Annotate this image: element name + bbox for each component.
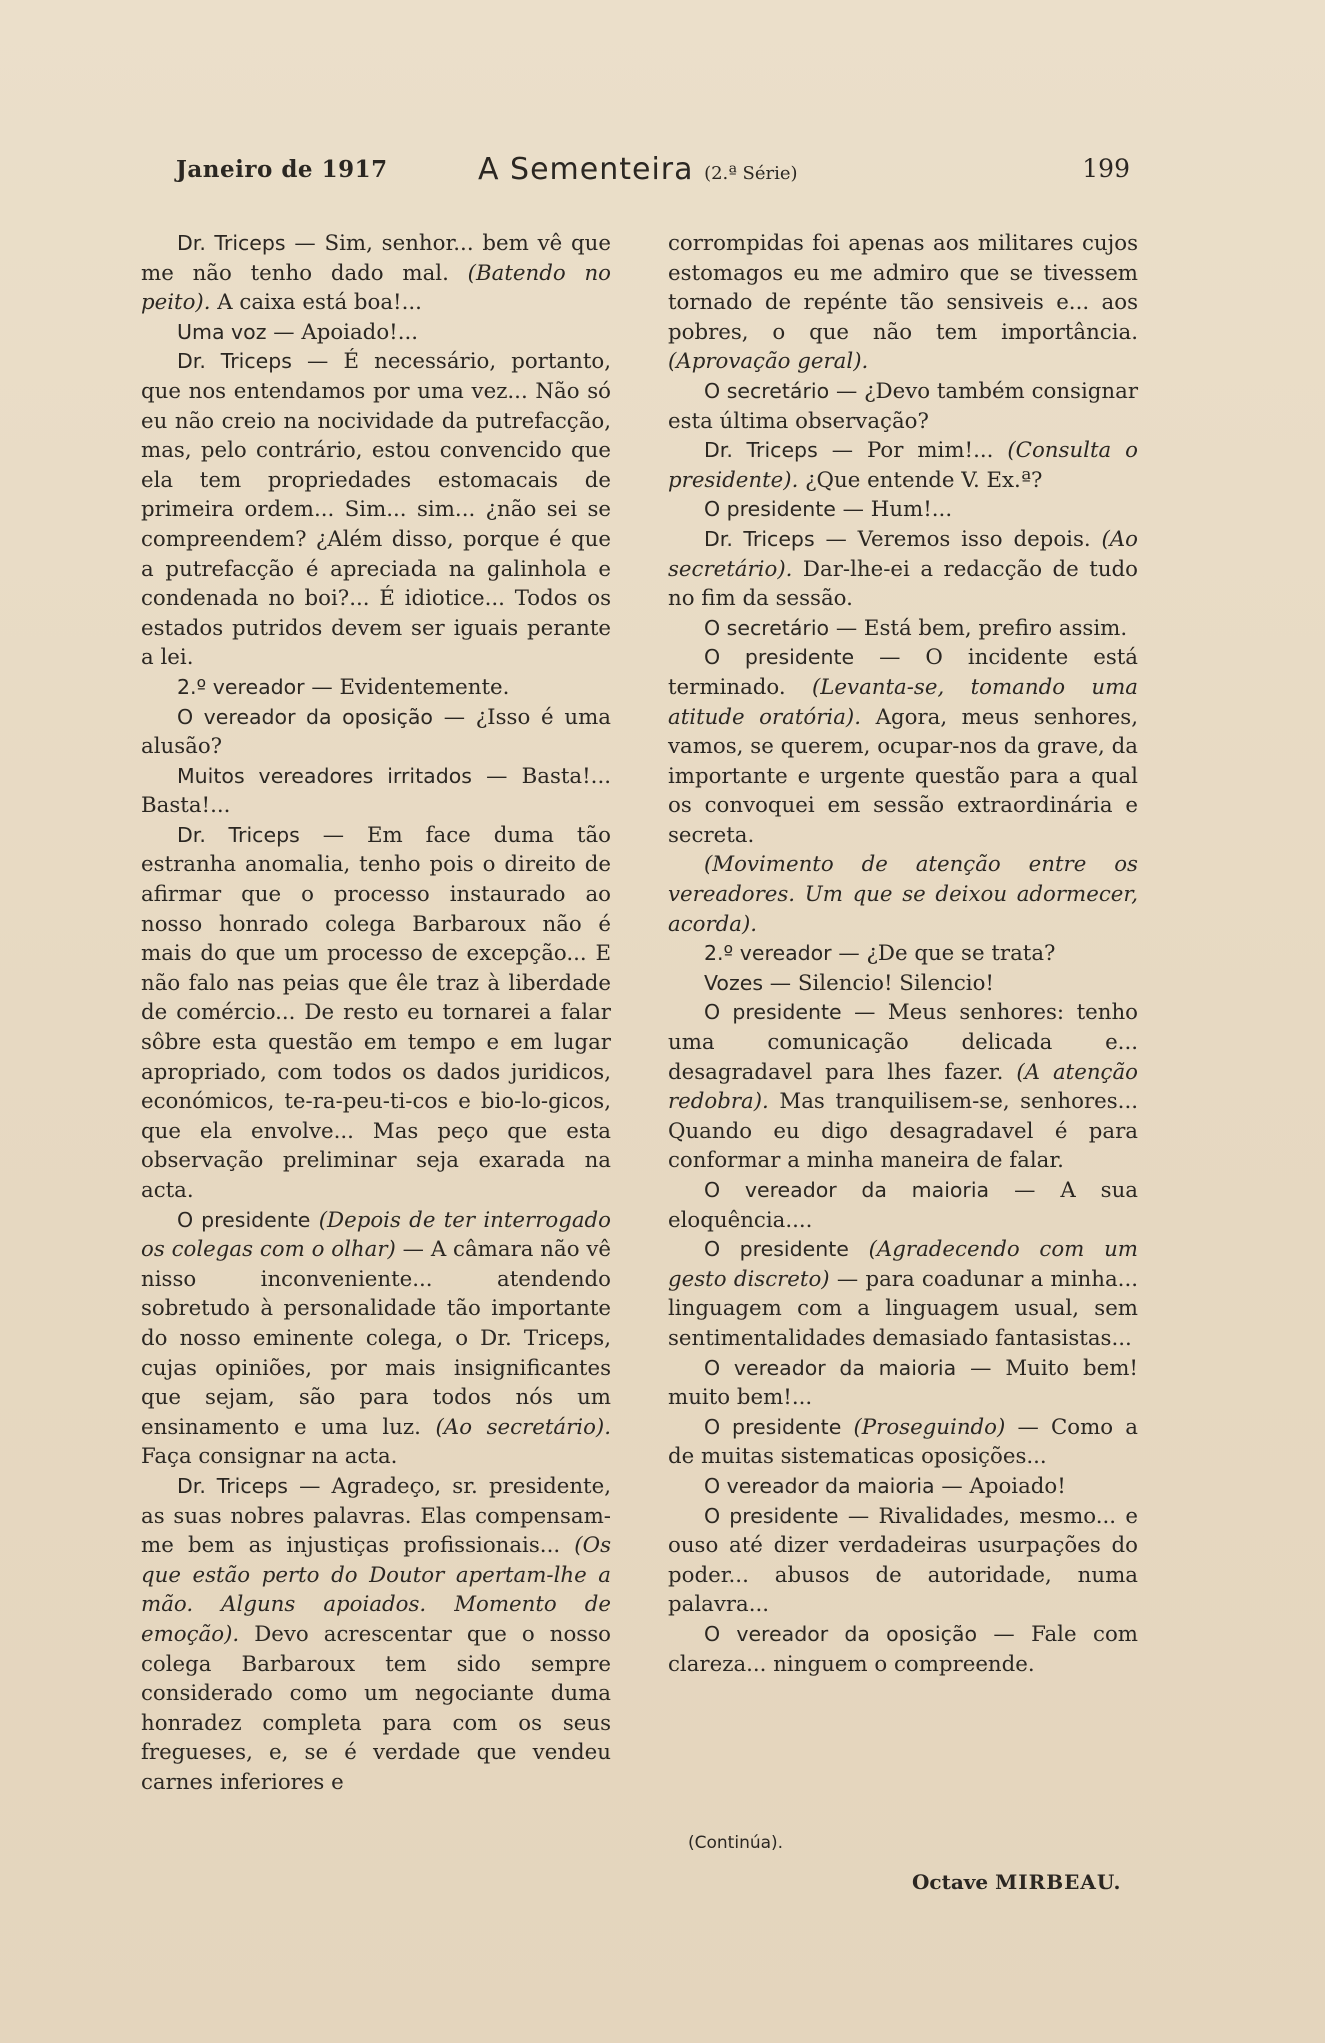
- dialogue-paragraph: [668, 1620, 1138, 1679]
- speaker-separator: —: [432, 704, 476, 730]
- dialogue-paragraph: [141, 347, 611, 673]
- speaker-separator: —: [829, 1266, 866, 1292]
- speaker-name: O secretário: [704, 378, 830, 403]
- speaker-name: Dr. Triceps: [177, 822, 300, 847]
- speaker-separator: —: [299, 822, 367, 848]
- dialogue-paragraph: [668, 939, 1138, 969]
- author-signature: [912, 1870, 1121, 1894]
- dialogue-paragraph: [141, 673, 611, 703]
- dialogue-paragraph: [668, 1413, 1138, 1472]
- speech-text: ¿Isso é uma alusão?: [141, 704, 611, 760]
- speaker-name: O vereador da maioria: [704, 1355, 957, 1380]
- speaker-separator: —: [285, 231, 325, 256]
- author-first-name: Octave: [912, 1870, 989, 1894]
- speaker-separator: [310, 1208, 318, 1233]
- dialogue-paragraph: [668, 495, 1138, 525]
- speaker-separator: —: [266, 319, 302, 345]
- speaker-separator: —: [814, 526, 858, 552]
- header-date: Janeiro de 1917: [176, 156, 388, 183]
- speech-text: Basta!... Basta!...: [141, 763, 611, 819]
- journal-series: (2.ª Série): [704, 163, 798, 184]
- speech-text: A câmara não vê nisso inconveniente... atendendo sobretudo à personalidade tão importante do nosso eminente colega, o Dr. Triceps, cujas opiniões, por mais insignificantes que sejam, são para todos nós um ensinamento e uma luz.: [141, 1237, 611, 1440]
- dialogue-paragraph: [141, 1206, 611, 1472]
- speaker-name: 2.º vereador: [704, 941, 832, 966]
- speech-text: Silencio! Silencio!: [797, 970, 994, 996]
- left-column: [141, 229, 611, 1797]
- dialogue-paragraph: [668, 229, 1138, 377]
- stage-direction: (Os que estão perto do Doutor apertam-lhe a mão. Alguns apoiados. Momento de emoção).: [141, 1533, 611, 1647]
- speaker-name: O presidente: [704, 1237, 849, 1262]
- speaker-separator: —: [291, 349, 344, 375]
- speaker-separator: —: [829, 615, 864, 641]
- dialogue-paragraph: [668, 436, 1138, 495]
- speech-text: Está bem, prefiro assim.: [863, 615, 1128, 641]
- page-header: [170, 152, 1130, 192]
- journal-title: A Sementeira: [478, 152, 694, 187]
- dialogue-paragraph: [668, 377, 1138, 436]
- speech-text: Faça consignar na acta.: [141, 1444, 398, 1470]
- speech-text: Muito bem! muito bem!...: [668, 1355, 1138, 1411]
- speaker-name: O secretário: [704, 615, 830, 640]
- speech-text: para coadunar a minha... linguagem com a linguagem usual, sem sentimentalidades demasiado fantasistas...: [668, 1266, 1138, 1351]
- dialogue-paragraph: [668, 643, 1138, 850]
- speaker-name: O presidente: [704, 1000, 842, 1025]
- page-number: 199: [1082, 154, 1130, 183]
- dialogue-paragraph: [141, 821, 611, 1206]
- header-title-group: [478, 152, 798, 187]
- stage-direction: (Ao secretário).: [435, 1414, 611, 1440]
- speaker-name: O vereador da maioria: [704, 1473, 935, 1498]
- speech-text: Veremos isso depois.: [857, 526, 1102, 552]
- speech-text: O incidente está terminado.: [668, 645, 1139, 700]
- speaker-name: 2.º vereador: [177, 674, 305, 699]
- speaker-separator: —: [956, 1355, 1006, 1381]
- stage-direction: (Batendo no peito).: [141, 260, 611, 316]
- speaker-name: O presidente: [177, 1207, 311, 1232]
- dialogue-paragraph: [668, 850, 1138, 939]
- speaker-separator: —: [831, 941, 867, 967]
- speech-text: Hum!...: [870, 497, 953, 523]
- speech-text: Rivalidades, mesmo... e ouso até dizer verdadeiras usurpações do poder... abusos de autoridade, numa palavra...: [668, 1503, 1138, 1618]
- speaker-name: Dr. Triceps: [177, 1473, 288, 1498]
- speaker-separator: —: [989, 1178, 1061, 1203]
- speaker-separator: —: [934, 1473, 970, 1499]
- speech-text: Em face duma tão estranha anomalia, tenho pois o direito de afirmar que o processo instaurado ao nosso honrado colega Barbaroux não é mais do que um processo de excepção... E não falo nas peias que êle traz à liberdade de comércio... De resto eu tornarei a falar sôbre esta questão em tempo e em lugar apropriado, com todos os dados juridicos, económicos, te-ra-peu-ti-cos e bio-lo-gicos, que ela envolve... Mas peço que esta observação preliminar seja exarada na acta.: [141, 822, 611, 1203]
- speech-text: Por mim!...: [866, 438, 1008, 464]
- speaker-separator: —: [838, 1503, 879, 1529]
- speaker-separator: —: [287, 1473, 332, 1499]
- dialogue-paragraph: [668, 1354, 1138, 1413]
- stage-direction: (Movimento de atenção entre os vereadores. Um que se deixou adormecer, acorda).: [668, 852, 1138, 937]
- stage-direction: (A atenção redobra).: [668, 1059, 1138, 1115]
- stage-direction: (Proseguindo): [853, 1414, 1006, 1440]
- right-column: [668, 229, 1138, 1679]
- speech-text: Agora, meus senhores, vamos, se querem, ocupar-nos da grave, da importante e urgente questão para a qual os convoquei em sessão extraordinária e secreta.: [668, 704, 1138, 848]
- speaker-separator: —: [763, 970, 798, 996]
- stage-direction: (Levanta-se, tomando uma atitude oratória).: [668, 674, 1139, 730]
- speech-text: Meus senhores: tenho uma comunicação delicada e... desagradavel para lhes fazer.: [668, 1000, 1139, 1085]
- dialogue-paragraph: [668, 1176, 1138, 1235]
- speech-text: ¿Devo também consignar esta última observação?: [668, 378, 1139, 434]
- speaker-name: Dr. Triceps: [177, 349, 292, 374]
- dialogue-paragraph: [141, 762, 611, 821]
- speaker-name: Dr. Triceps: [704, 438, 818, 463]
- speaker-name: O vereador da oposição: [177, 704, 433, 729]
- dialogue-paragraph: [668, 1472, 1138, 1502]
- speaker-separator: —: [395, 1237, 431, 1263]
- author-surname: MIRBEAU.: [995, 1870, 1122, 1894]
- speaker-name: O presidente: [704, 645, 855, 670]
- speech-text: Devo acrescentar que o nosso colega Barbaroux tem sido sempre considerado como um negociante duma honradez completa para com os seus fregueses, e, se é verdade que vendeu carnes inferiores e: [141, 1621, 611, 1795]
- stage-direction: (Consulta o presidente).: [668, 438, 1138, 493]
- stage-direction: (Aprovação geral).: [668, 349, 869, 375]
- speech-text: Evidentemente.: [339, 674, 510, 700]
- speaker-name: Uma voz: [177, 319, 267, 344]
- dialogue-paragraph: [668, 998, 1138, 1176]
- speaker-name: O vereador da oposição: [704, 1621, 977, 1646]
- dialogue-paragraph: [668, 614, 1138, 644]
- dialogue-paragraph: [668, 1235, 1138, 1353]
- speech-text: Apoiado!: [969, 1473, 1066, 1499]
- dialogue-paragraph: [668, 969, 1138, 999]
- speaker-separator: —: [817, 438, 867, 464]
- speaker-separator: [849, 1237, 869, 1262]
- speaker-separator: —: [829, 378, 865, 404]
- speaker-separator: —: [841, 1000, 888, 1026]
- stage-direction: (Ao secretário).: [668, 526, 1138, 582]
- speaker-separator: —: [1005, 1414, 1051, 1440]
- speech-text: Apoiado!...: [301, 319, 419, 345]
- speaker-name: Dr. Triceps: [704, 526, 815, 551]
- speech-text: ¿Que entende V. Ex.ª?: [798, 467, 1043, 493]
- speaker-name: Dr. Triceps: [177, 231, 286, 255]
- speech-text: Dar-lhe-ei a redacção de tudo no fim da sessão.: [668, 556, 1138, 612]
- speech-text: ¿De que se trata?: [866, 941, 1056, 967]
- dialogue-paragraph: [668, 525, 1138, 614]
- speech-text: Agradeço, sr. presidente, as suas nobres palavras. Elas compensam-me bem as injustiças profissionais...: [141, 1473, 611, 1559]
- speech-text: Fale com clareza... ninguem o compreende.: [668, 1621, 1138, 1677]
- speaker-separator: —: [471, 763, 522, 789]
- speaker-name: Muitos vereadores irritados: [177, 763, 472, 788]
- continued-note: (Continúa).: [688, 1833, 784, 1853]
- speaker-separator: —: [304, 674, 340, 700]
- dialogue-paragraph: [141, 229, 611, 318]
- speaker-separator: —: [835, 497, 871, 523]
- speech-text: Sim, senhor... bem vê que me não tenho dado mal.: [141, 231, 611, 286]
- speaker-name: O presidente: [704, 497, 836, 522]
- stage-direction: (Depois de ter interrogado os colegas com o olhar): [141, 1207, 611, 1263]
- speaker-name: Vozes: [704, 970, 764, 995]
- speech-text: É necessário, portanto, que nos entendamos por uma vez... Não só eu não creio na nocividade da putrefacção, mas, pelo contrário, estou convencido que ela tem propriedades estomacais de primeira ordem... Sim... sim... ¿não sei se compreendem? ¿Além disso, porque é que a putrefacção é apreciada na galinhola e condenada no boi?... É idiotice... Todos os estados putridos devem ser iguais perante a lei.: [141, 349, 611, 671]
- speech-text: Mas tranquilisem-se, senhores... Quando eu digo desagradavel é para conformar a minha maneira de falar.: [668, 1089, 1138, 1174]
- speaker-separator: —: [854, 645, 926, 671]
- stage-direction: (Agradecendo com um gesto discreto): [668, 1237, 1138, 1292]
- speaker-separator: —: [976, 1621, 1032, 1647]
- dialogue-paragraph: [668, 1502, 1138, 1620]
- speaker-name: O presidente: [704, 1414, 842, 1439]
- speaker-separator: [841, 1415, 853, 1440]
- dialogue-paragraph: [141, 703, 611, 762]
- speech-text: A caixa está boa!...: [210, 290, 422, 316]
- speaker-name: O presidente: [704, 1503, 839, 1528]
- dialogue-paragraph: [141, 1472, 611, 1798]
- dialogue-paragraph: [141, 318, 611, 348]
- speech-text: Como a de muitas sistematicas oposições...: [668, 1414, 1138, 1470]
- speech-text: A sua eloquência....: [668, 1178, 1138, 1233]
- speech-text: corrompidas foi apenas aos militares cujos estomagos eu me admiro que se tivessem tornado de repénte tão sensiveis e... aos pobres, o que não tem importância.: [668, 231, 1138, 345]
- speaker-name: O vereador da maioria: [704, 1178, 990, 1202]
